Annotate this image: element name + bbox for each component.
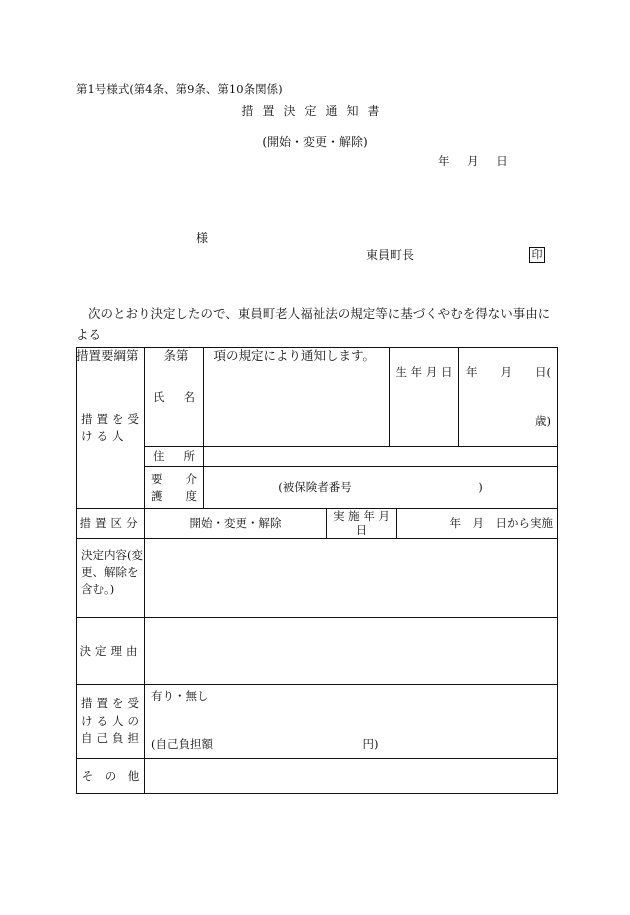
issuer-name: 東員町長 xyxy=(366,248,415,262)
dob-label: 生 年 月 日 xyxy=(390,348,459,446)
other-label: そ の 他 xyxy=(77,758,145,793)
implementation-date-label: 実 施 年 月 日 xyxy=(327,509,397,539)
decision-table xyxy=(76,347,575,794)
burden-option: 有り・無し xyxy=(151,688,209,703)
burden-amount: (自己負担額 円) xyxy=(151,737,379,752)
address-value[interactable] xyxy=(204,447,558,467)
addressee-honorific: 様 xyxy=(196,231,209,245)
care-level-label: 要 介 護 度 xyxy=(145,467,204,509)
document-subtitle: (開始・変更・解除) xyxy=(262,135,368,149)
other-value[interactable] xyxy=(145,758,558,793)
document-title: 措置決定通知書 xyxy=(241,104,389,118)
address-label: 住 所 xyxy=(145,447,204,467)
decision-value[interactable] xyxy=(145,538,558,617)
reason-value[interactable] xyxy=(145,617,558,684)
seal-stamp: 印 xyxy=(529,247,545,263)
form-number-label: 第1号様式(第4条、第9条、第10条関係) xyxy=(76,82,283,96)
burden-cell[interactable] xyxy=(145,684,558,758)
burden-label: 措置を受ける人の自己負担 xyxy=(77,684,145,758)
insured-number[interactable]: (被保険者番号 ) xyxy=(204,467,558,509)
person-label: 措置を受ける人 xyxy=(77,348,145,509)
body-line-2: 措置要綱第 条第 項の規定により通知します。 xyxy=(76,348,376,363)
dob-cell[interactable] xyxy=(390,348,575,447)
category-value[interactable]: 開始・変更・解除 xyxy=(145,509,327,539)
body-line-1: 次のとおり決定したので、東員町老人福祉法の規定等に基づくやむを得ない事由による xyxy=(76,306,551,342)
category-label: 措置区分 xyxy=(77,509,145,539)
issue-date: 年 月 日 xyxy=(438,154,508,168)
reason-label: 決定理由 xyxy=(77,617,145,684)
name-value[interactable] xyxy=(204,348,390,447)
implementation-date-value[interactable]: 年 月 日から実施 xyxy=(397,509,558,539)
decision-label: 決定内容(変更、解除を含む。) xyxy=(77,538,145,617)
dob-value: 年 月 日( 歳) xyxy=(466,365,575,428)
name-label: 氏 名 xyxy=(145,348,204,447)
